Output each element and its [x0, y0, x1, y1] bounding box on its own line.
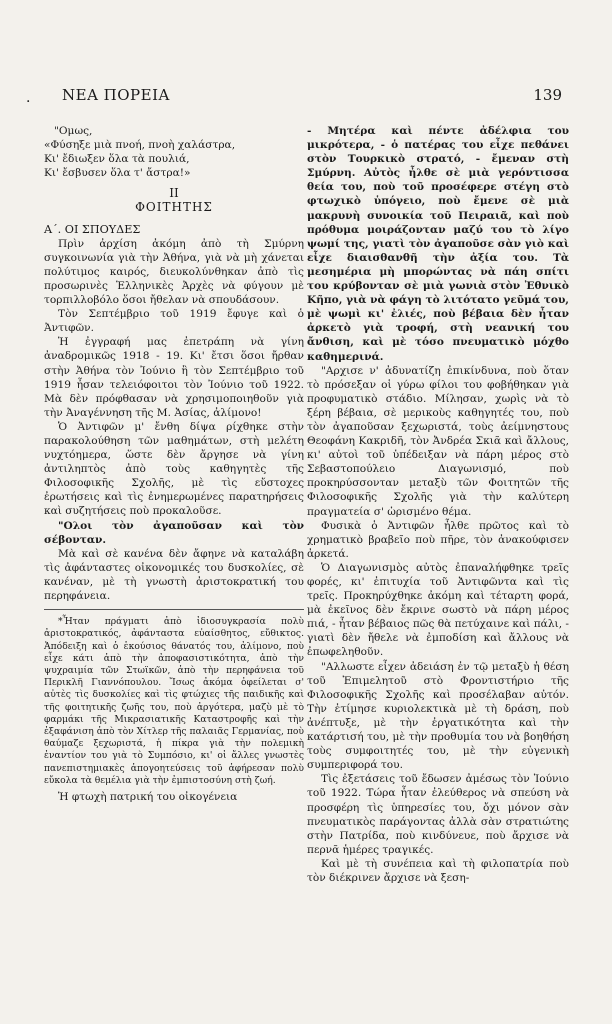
running-header [26, 86, 562, 114]
footnote: *Ἦταν πράγματι ἀπὸ ἰδιοσυγκρασία πολὺ ἀριστοκρατικός, ἀφάνταστα εὐαίσθητος, εὔθικτος. Ἀπόδειξη καὶ ὁ ἑκούσιος θάνατός του, ἀλίμονο, ποὺ εἶχε κάτι ἀπὸ τὴν ἀποφασιστικότητα, ἀπὸ τὴν ψυχραιμία τῶν Στωϊκῶν, ἀπὸ τὴν περηφάνεια τοῦ Περικλῆ Γιαννόπουλου. Ἴσως ἀκόμα ὀφείλεται σ' αὐτὲς τὶς δυσκολίες καὶ τὶς φτώχιες τῆς παιδικῆς καὶ τῆς φοιτητικῆς ζωῆς του, ποὺ ἀργότερα, μαζὺ μὲ τὸ φαρμάκι τῆς Μικρασιατικῆς Καταστροφῆς καὶ τὴν ἐξαφάνιση ἀπὸ τὸν Χίτλερ τῆς παλαιᾶς Γερμανίας, ποὺ θαύμαζε ξεχωριστά, ἡ πίκρα γιὰ τὴν πολεμικὴ ἐναντίον του γιὰ τὸ Συμπόσιο, κι' οἱ ἄλλες γνωστὲς πανεπιστημιακὲς ἀπογοητεύσεις τοῦ ἀφήρεσαν πολὺ εὔκολα τὰ θεμέλια γιὰ τὴν ἐμπιστοσύνη στὴ ζωή. [44, 616, 304, 786]
footnote-rule [44, 609, 304, 610]
paragraph-continued: Ἡ φτωχὴ πατρική του οἰκογένεια [58, 790, 238, 803]
paragraph: Τὶς ἐξετάσεις τοῦ ἔδωσεν ἀμέσως τὸν Ἰούνιο τοῦ 1922. Τώρα ἦταν ἐλεύθερος νὰ σπεύση νὰ προσφέρη τὶς ὑπηρεσίες του, ὄχι μόνον σὰν πνευματικὸς παράγοντας ἀλλὰ σὰν στρατιώτης στὴν Πατρίδα, ποὺ κινδύνευε, ποὺ ἄρχισε νὰ περνᾶ ἡμέρες τραγικές. [307, 773, 569, 856]
poem-line: «Φύσηξε μιὰ πνοή, πνοὴ χαλάστρα, [44, 139, 236, 152]
paragraph: Ἡ ἐγγραφή μας ἐπετράπη νὰ γίνη ἀναδρομικῶς 1918 - 19. Κι' ἔτσι ὅσοι ἤρθαν στὴν Ἀθήνα τὸν Ἰούνιο ἢ τὸν Σεπτέμβριο τοῦ 1919 ἦσαν τελειόφοιτοι τὸν Ἰούνιο τοῦ 1922. Μὰ δὲν πρόφθασαν νὰ χρησιμοποιηθοῦν γιὰ τὴν Ἀναγέννηση τῆς Μ. Ἀσίας, ἀλίμονο! [44, 336, 304, 419]
paragraph: "Αλλωστε εἶχεν ἀδειάση ἐν τῷ μεταξὺ ἡ θέση τοῦ Ἐπιμελητοῦ στὸ Φροντιστήριο τῆς Φιλοσοφικῆς Σχολῆς καὶ προσέλαβαν αὐτόν. Τὴν ἐτίμησε κυριολεκτικὰ μὲ τὴ δράση, ποὺ ἀνέπτυξε, μὲ τὴν ἐργατικότητα καὶ τὴν κατάρτισή του, μὲ τὴν προθυμία του νὰ βοηθήση τοὺς συμφοιτητές του, μὲ τὴν εὐγενικὴ συμπεριφορά του. [307, 660, 569, 772]
section-title: ΦΟΙΤΗΤΗΣ [135, 200, 213, 215]
paragraph: - Μητέρα καὶ πέντε ἀδέλφια του μικρότερα, - ὁ πατέρας του εἶχε πεθάνει στὸν Τουρκικὸ στρατό, - ἔμεναν στὴ Σμύρνη. Αὐτὸς ἦλθε σὲ μιὰ γερόντισσα θεία του, ποὺ τοῦ προσέφερε στέγη στὸ φτωχικὸ ὑπόγειο, ποὺ ἔμενε σὲ μιὰ μακρυνὴ συνοικία τοῦ Πειραιᾶ, καὶ ποὺ πρόθυμα μοιράζονταν μαζύ του τὸ λίγο ψωμί της, γιατὶ τὸν ἀγαποῦσε σὰν γιὸ καὶ εἶχε διαισθανθῆ τὴν ἀξία του. Τὰ μεσημέρια μὴ μπορώντας νὰ πάη σπίτι του κρύβονταν σὲ μιὰ γωνιὰ στὸν Ἐθνικὸ Κῆπο, γιὰ νὰ φάγη τὸ λιτότατο γεῦμά του, μὲ ψωμὶ κι' ἐλιές, ποὺ βέβαια δὲν ἦταν ἀρκετὸ γιὰ τροφή, στὴ νεανική του ἄνθιση, καὶ μὲ τόσο πνευματικὸ μόχθο καθημερινά. [307, 125, 569, 363]
subheading: Α΄. ΟΙ ΣΠΟΥΔΕΣ [44, 222, 141, 236]
paragraph: "Ολοι τὸν ἀγαποῦσαν καὶ τὸν σέβονταν. [44, 519, 304, 546]
page-number: 139 [533, 86, 562, 104]
paragraph: Πρὶν ἀρχίση ἀκόμη ἀπὸ τὴ Σμύρνη συγκοινωνία γιὰ τὴν Ἀθήνα, γιὰ νὰ μὴ χάνεται πολύτιμος καιρός, διευκολύνθηκαν ἀπὸ τὶς προσωρινὲς Ἑλληνικὲς Ἀρχὲς νὰ φύγουν μὲ τορπιλλοβόλο ὅσοι ἤθελαν νὰ σπουδάσουν. [44, 237, 304, 307]
journal-title: ΝΕΑ ΠΟΡΕΙΑ [62, 86, 170, 104]
paragraph: Ὁ Ἀντιφῶν μ' ἔνθη δίψα ρίχθηκε στὴν παρακολούθηση τῶν μαθημάτων, στὴ μελέτη νυχτόημερα, ὥστε δὲν ἄργησε νὰ γίνη ἀντιληπτὸς ἀπὸ τοὺς καθηγητὲς τῆς Φιλοσοφικῆς Σχολῆς, μὲ τὶς εὔστοχες ἐρωτήσεις καὶ τὶς ἐνημερωμένες παρατηρήσεις καὶ συζητήσεις ποὺ προκαλοῦσε. [44, 420, 304, 518]
paragraph: Φυσικὰ ὁ Ἀντιφῶν ἦλθε πρῶτος καὶ τὸ χρηματικὸ βραβεῖο ποὺ πῆρε, τὸν ἀνακούφισεν ἀρκετά. [307, 519, 569, 560]
paragraph: Ὁ Διαγωνισμὸς αὐτὸς ἐπαναλήφθηκε τρεῖς φορές, κι' ἐπιτυχία τοῦ Ἀντιφῶντα καὶ τὶς τρεῖς. Προκηρύχθηκε ἀκόμη καὶ τέταρτη φορά, μὰ ἐκεῖνος δὲν ἔκρινε σωστὸ νὰ πάρη μέρος πιά, - ἦταν βέβαιος πῶς θὰ πετύχαινε καὶ πάλι, - γιατὶ δὲν ἤθελε νὰ ἐμποδίση καὶ ἄλλους νὰ ἐπωφεληθοῦν. [307, 561, 570, 659]
poem-line: Κι' ἔσβυσεν ὅλα τ' ἄστρα!» [44, 167, 191, 180]
poem-quote [44, 124, 304, 180]
header-dot: · [26, 94, 31, 110]
right-column [307, 124, 569, 885]
poem-line: "Ομως, [54, 125, 93, 137]
paragraph: Μὰ καὶ σὲ κανένα δὲν ἄφηνε νὰ καταλάβη τὶς ἀφάνταστες οἰκονομικές του δυσκολίες, σὲ κανέναν, μὲ τὴ γνωστὴ ἀριστοκρατική του περηφάνεια. [44, 547, 304, 602]
paragraph: Τὸν Σεπτέμβριο τοῦ 1919 ἔφυγε καὶ ὁ Ἀντιφῶν. [44, 308, 304, 335]
section-number: ΙΙ [169, 186, 179, 201]
poem-line: Κι' ἔδιωξεν ὅλα τὰ πουλιά, [44, 153, 190, 166]
paragraph: Καὶ μὲ τὴ συνέπεια καὶ τὴ φιλοπατρία ποὺ τὸν διέκρινεν ἄρχισε νὰ ξεση- [307, 857, 569, 884]
paragraph: "Αρχισε ν' ἀδυνατίζη ἐπικίνδυνα, ποὺ ὅταν τὸ πρόσεξαν οἱ γύρω φίλοι του φοβήθηκαν γιὰ προφυματικὸ στάδιο. Μίλησαν, χωρὶς νὰ τὸ ξέρη βέβαια, σὲ μερικοὺς καθηγητές του, ποὺ τὸν ἀγαποῦσαν ξεχωριστά, τοὺς ἀείμνηστους Θεοφάνη Κακριδῆ, τὸν Ἀνδρέα Σκιᾶ καὶ ἄλλους, κι' αὐτοὶ τοῦ ὑπέδειξαν νὰ πάρη μέρος στὸ Σεβαστοπούλειο Διαγωνισμό, ποὺ προκηρύσσονταν μεταξὺ τῶν Φοιτητῶν τῆς Φιλοσοφικῆς Σχολῆς γιὰ τὴν καλύτερη πραγματεία σ' ὡρισμένο θέμα. [307, 364, 569, 518]
left-column [44, 124, 304, 804]
